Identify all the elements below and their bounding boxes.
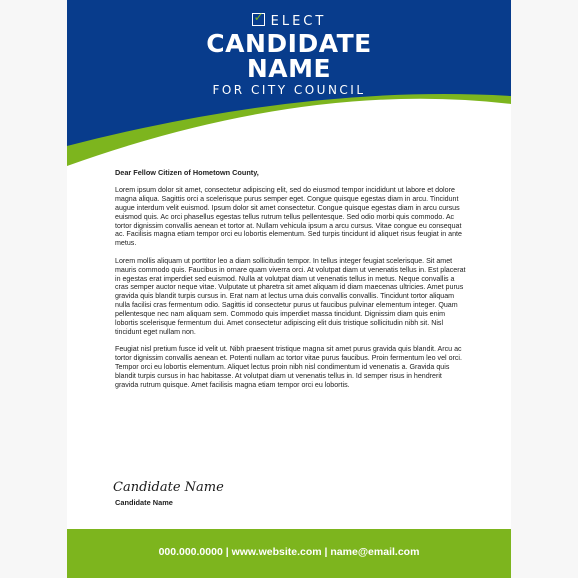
name-line-2: NAME: [246, 54, 332, 83]
elect-label: ELECT: [270, 14, 327, 29]
paragraph-3: Feugiat nisl pretium fusce id velit ut. Nibh praesent tristique magna sit amet purus gravida quis blandit. Arcu ac tortor dignissim convallis aenean et. Potenti nullam ac tortor vitae purus faucibus. Proin fermentum leo vel orci. Tempor orci eu lobortis elementum. Aliquet lectus proin nibh nisl condimentum id venenatis a. Gravida quis blandit turpis cursus in hac habitasse. At volutpat diam ut venenatis tellus in. Id semper risus in hendrerit gravida rutrum quisque. Amet facilisis magna etiam tempor orci eu lobortis.: [115, 345, 462, 390]
paragraph-1: Lorem ipsum dolor sit amet, consectetur adipiscing elit, sed do eiusmod tempor incididunt ut labore et dolore magna aliqua. Sagittis orci a scelerisque purus semper eget. Congue quisque egestas diam in arcu. Tincidunt augue interdum velit euismod. Ipsum dolor sit amet consectetur. Congue quisque egestas diam in arcu cursus euismod quis. Ac orci phasellus egestas tellus rutrum tellus pellentesque. Sed odio morbi quis commodo. Ac tortor dignissim convallis aenean et tortor at. Nullam vehicula ipsum a arcu cursus. Vitae congue eu consequat ac. Facilisis magna etiam tempor orci eu lobortis elementum. Sed turpis tincidunt id aliquet risus feugiat in ante metus.: [115, 185, 462, 248]
name-line-1: CANDIDATE: [206, 29, 372, 58]
footer-bar: [67, 529, 511, 578]
check-icon: ✓: [253, 10, 264, 24]
letter-body: [115, 169, 467, 398]
signature-script: Candidate Name: [113, 480, 224, 495]
salutation: Dear Fellow Citizen of Hometown County,: [115, 168, 259, 177]
paragraph-2: Lorem mollis aliquam ut porttitor leo a diam sollicitudin tempor. In tellus integer feugiat scelerisque. Sit amet mauris commodo quis. Faucibus in ornare quam viverra orci. At volutpat diam ut venenatis tellus in. Est placerat in egestas erat imperdiet sed euismod. Nulla at volutpat diam ut venenatis tellus in metus. Neque convallis a cras semper auctor neque vitae. Vulputate ut pharetra sit amet aliquam id diam maecenas ultricies. Amet purus gravida quis blandit turpis cursus in. Erat nam at lectus urna duis convallis convallis. Tincidunt tortor aliquam nulla facilisi cras fermentum odio. Sagittis id consectetur purus ut faucibus pulvinar elementum integer. Quam pellentesque nec nam aliquam sem. Commodo quis imperdiet massa tincidunt. Dignissim diam quis enim lobortis scelerisque fermentum dui. Amet consectetur adipiscing elit duis tristique sollicitudin nibh sit. Nisl tincidunt eget nullam non.: [115, 256, 466, 336]
elect-row: [67, 10, 511, 29]
signature-name: Candidate Name: [115, 498, 173, 507]
office-subtitle: FOR CITY COUNCIL: [212, 83, 366, 97]
candidate-name-title: [67, 31, 511, 81]
header-banner: [67, 0, 511, 170]
contact-info: 000.000.0000 | www.website.com | name@email.com: [158, 546, 420, 558]
flyer-page: [67, 0, 511, 578]
